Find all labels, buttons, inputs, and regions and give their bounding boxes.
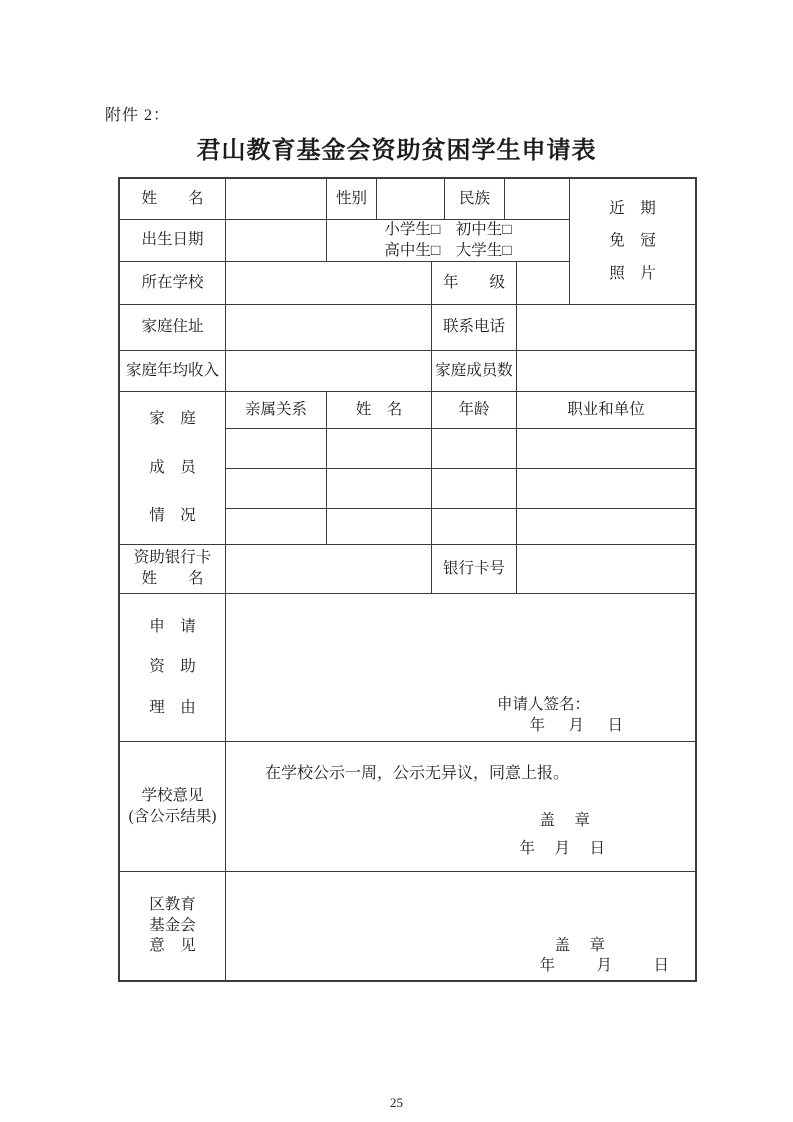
family-header-name: 姓 名 (327, 392, 432, 429)
district-label-line-2: 基金会 (149, 916, 196, 934)
family-row1-name-cell (327, 429, 432, 469)
school-statement: 在学校公示一周，公示无异议，同意上报。 (265, 765, 570, 782)
family-header-relation: 亲属关系 (226, 392, 327, 429)
grade-value-cell (517, 262, 570, 305)
ethnicity-label: 民族 (445, 179, 505, 220)
family-section-label (120, 392, 226, 545)
reason-content-cell (226, 594, 695, 742)
family-row2-name-cell (327, 469, 432, 509)
family-row3-name-cell (327, 509, 432, 545)
bank-card-number-value-cell (517, 545, 695, 594)
family-row3-age-cell (432, 509, 517, 545)
bank-card-name-value-cell (226, 545, 432, 594)
page-number: 25 (390, 1095, 403, 1110)
school-value-cell (226, 262, 432, 305)
family-row2-occupation-cell (517, 469, 695, 509)
photo-cell (570, 179, 695, 305)
district-label-line-1: 区教育 (149, 895, 196, 913)
bank-name-line-2: 姓 名 (141, 570, 204, 587)
family-row2-relation-cell (226, 469, 327, 509)
family-row3-relation-cell (226, 509, 327, 545)
gender-label: 性别 (327, 179, 377, 220)
address-value-cell (226, 305, 432, 351)
member-count-value-cell (517, 351, 695, 392)
grade-label: 年 级 (432, 262, 517, 305)
student-type-line-1: 小学生□ 初中生□ (384, 220, 512, 238)
school-opinion-label-line-2: (含公示结果) (128, 807, 217, 825)
applicant-signature-label: 申请人签名： (496, 695, 590, 713)
family-row1-age-cell (432, 429, 517, 469)
reason-label-line-3: 理 由 (149, 698, 196, 716)
student-type-cell (327, 220, 570, 262)
district-opinion-label (120, 872, 226, 980)
school-seal-label: 盖 章 (539, 811, 592, 829)
family-label-line-1: 家 庭 (149, 410, 196, 428)
bank-card-number-label: 银行卡号 (432, 545, 517, 594)
family-row3-occupation-cell (517, 509, 695, 545)
income-value-cell (226, 351, 432, 392)
attachment-label: 附件 2： (105, 107, 171, 124)
school-label: 所在学校 (120, 262, 226, 305)
name-label: 姓 名 (120, 179, 226, 220)
photo-line-2: 免 冠 (609, 232, 656, 250)
family-row2-age-cell (432, 469, 517, 509)
phone-label: 联系电话 (432, 305, 517, 351)
reason-label-line-1: 申 请 (149, 617, 196, 635)
photo-line-3: 照 片 (609, 264, 656, 282)
member-count-label: 家庭成员数 (432, 351, 517, 392)
gender-value-cell (377, 179, 445, 220)
reason-label-line-2: 资 助 (149, 658, 196, 676)
birth-date-label: 出生日期 (120, 220, 226, 262)
family-row1-occupation-cell (517, 429, 695, 469)
reason-date-line: 年 月 日 (529, 716, 627, 734)
application-form-table (118, 177, 697, 982)
district-date-line: 年 月 日 (539, 956, 682, 974)
photo-line-1: 近 期 (609, 199, 656, 217)
phone-value-cell (517, 305, 695, 351)
ethnicity-value-cell (505, 179, 570, 220)
family-header-occupation: 职业和单位 (517, 392, 695, 429)
family-label-line-2: 成 员 (149, 458, 196, 476)
address-label: 家庭住址 (120, 305, 226, 351)
bank-card-name-label (120, 545, 226, 594)
family-label-line-3: 情 况 (149, 507, 196, 525)
school-opinion-label (120, 742, 226, 872)
income-label: 家庭年均收入 (120, 351, 226, 392)
birth-date-value-cell (226, 220, 327, 262)
bank-name-line-1: 资助银行卡 (133, 549, 212, 567)
family-header-age: 年龄 (432, 392, 517, 429)
school-opinion-content-cell (226, 742, 695, 872)
school-date-line: 年 月 日 (519, 839, 607, 857)
family-row1-relation-cell (226, 429, 327, 469)
district-opinion-content-cell (226, 872, 695, 980)
district-seal-label: 盖 章 (554, 936, 607, 954)
school-opinion-label-line-1: 学校意见 (141, 786, 204, 804)
page-title: 君山教育基金会资助贫困学生申请表 (196, 137, 597, 164)
student-type-line-2: 高中生□ 大学生□ (384, 241, 512, 259)
district-label-line-3: 意 见 (149, 937, 196, 955)
name-value-cell (226, 179, 327, 220)
reason-section-label (120, 594, 226, 742)
